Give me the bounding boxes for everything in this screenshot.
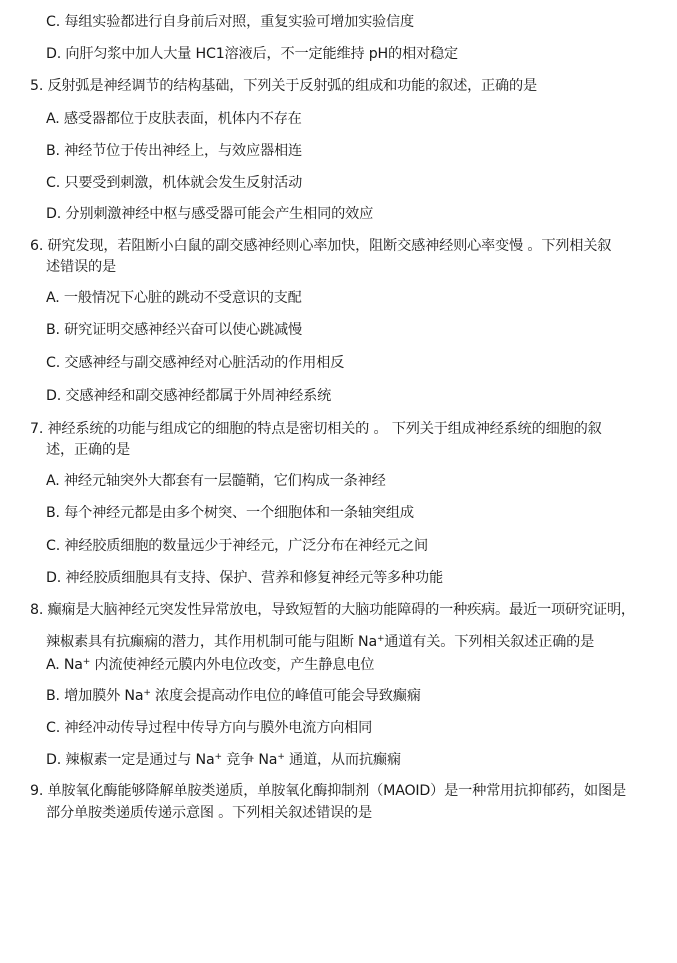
q6-stem: 6. 研究发现，若阻断小白鼠的副交感神经则心率加快，阻断交感神经则心率变慢 。下列相关叙 <box>30 238 612 254</box>
q8-option-b: B. 增加膜外 Na+ 浓度会提高动作电位的峰值可能会导致癫痫 <box>46 688 421 704</box>
q5-stem: 5. 反射弧是神经调节的结构基础，下列关于反射弧的组成和功能的叙述，正确的是 <box>30 78 538 94</box>
q7-stem-continued: 述，正确的是 <box>46 442 130 458</box>
q6-option-a: A. 一般情况下心脏的跳动不受意识的支配 <box>46 290 302 306</box>
q5-option-d: D. 分别刺激神经中枢与感受器可能会产生相同的效应 <box>46 206 374 222</box>
q8-option-c: C. 神经冲动传导过程中传导方向与膜外电流方向相同 <box>46 720 373 736</box>
q7-option-a: A. 神经元轴突外大都套有一层髓鞘，它们构成一条神经 <box>46 473 386 489</box>
q4-option-c: C. 每组实验都进行自身前后对照，重复实验可增加实验信度 <box>46 14 415 30</box>
q5-option-b: B. 神经节位于传出神经上，与效应器相连 <box>46 143 302 159</box>
q6-stem-continued: 述错误的是 <box>46 259 116 275</box>
q9-stem-continued: 部分单胺类递质传递示意图 。下列相关叙述错误的是 <box>46 805 373 821</box>
q8-stem: 8. 癫痫是大脑神经元突发性异常放电，导致短暂的大脑功能障碍的一种疾病。最近一项研究证明， <box>30 602 635 618</box>
q8-option-d: D. 辣椒素一定是通过与 Na+ 竞争 Na+ 通道，从而抗癫痫 <box>46 752 401 768</box>
q7-option-d: D. 神经胶质细胞具有支持、保护、营养和修复神经元等多种功能 <box>46 570 444 586</box>
q5-option-c: C. 只要受到刺激，机体就会发生反射活动 <box>46 175 303 191</box>
q7-stem: 7. 神经系统的功能与组成它的细胞的特点是密切相关的 。 下列关于组成神经系统的细胞的叙 <box>30 421 602 437</box>
q9-stem: 9. 单胺氧化酶能够降解单胺类递质，单胺氧化酶抑制剂（MAOID）是一种常用抗抑郁药，如图是 <box>30 783 626 799</box>
q6-option-d: D. 交感神经和副交感神经都属于外周神经系统 <box>46 388 332 404</box>
q7-option-c: C. 神经胶质细胞的数量远少于神经元，广泛分布在神经元之间 <box>46 538 429 554</box>
q5-option-a: A. 感受器都位于皮肤表面，机体内不存在 <box>46 111 302 127</box>
q4-option-d: D. 向肝匀浆中加人大量 HC1溶液后，不一定能维持 pH的相对稳定 <box>46 46 458 62</box>
q8-option-a: A. Na+ 内流使神经元膜内外电位改变，产生静息电位 <box>46 657 375 673</box>
q6-option-c: C. 交感神经与副交感神经对心脏活动的作用相反 <box>46 355 345 371</box>
q8-stem-continued: 辣椒素具有抗癫痫的潜力，其作用机制可能与阻断 Na+通道有关。下列相关叙述正确的是 <box>46 634 595 650</box>
q7-option-b: B. 每个神经元都是由多个树突、一个细胞体和一条轴突组成 <box>46 505 414 521</box>
q6-option-b: B. 研究证明交感神经兴奋可以使心跳减慢 <box>46 322 302 338</box>
